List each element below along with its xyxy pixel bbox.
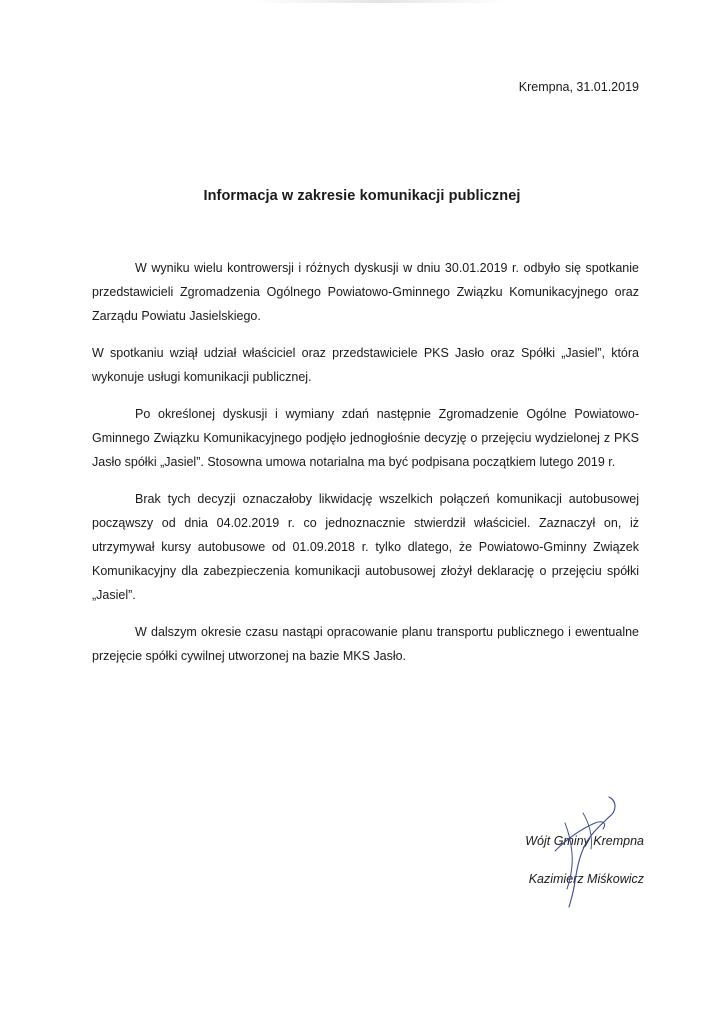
paragraph-meeting: W wyniku wielu kontrowersji i różnych dyskusji w dniu 30.01.2019 r. odbyło się spotkanie przedstawicieli Zgromadzenia Ogólnego Powiatowo-Gminnego Związku Komunikacyjnego oraz Zarządu Powiatu Jasielskiego. <box>92 261 639 323</box>
scan-edge-shadow <box>255 0 505 3</box>
paragraph-decision: Po określonej dyskusji i wymiany zdań następnie Zgromadzenie Ogólne Powiatowo-Gminnego Związku Komunikacyjnego podjęło jednogłośnie decyzję o przejęciu wydzielonej z PKS Jasło spółki „Jasiel”. Stosowna umowa notarialna ma być podpisana początkiem lutego 2019 r. <box>92 407 639 469</box>
paragraph-participants: W spotkaniu wziął udział właściciel oraz przedstawiciele PKS Jasło oraz Spółki „Jasiel”, która wykonuje usługi komunikacji publicznej. <box>92 346 639 384</box>
handwritten-signature <box>525 793 635 913</box>
paragraph-consequences: Brak tych decyzji oznaczałoby likwidację wszelkich połączeń komunikacji autobusowej począwszy od dnia 04.02.2019 r. co jednoznacznie stwierdził właściciel. Zaznaczył on, iż utrzymywał kursy autobusowe od 01.09.2018 r. tylko dlatego, że Powiatowo-Gminny Związek Komunikacyjny dla zabezpieczenia komunikacji autobusowej złożył deklarację o przejęciu spółki „Jasiel”. <box>92 492 639 602</box>
document-title: Informacja w zakresie komunikacji publicznej <box>203 188 521 204</box>
place-date: Krempna, 31.01.2019 <box>518 80 639 94</box>
paragraph-next-steps: W dalszym okresie czasu nastąpi opracowanie planu transportu publicznego i ewentualne przejęcie spółki cywilnej utworzonej na bazie MKS Jasło. <box>92 625 639 663</box>
signatory-position: Wójt Gminy Krempna <box>525 834 644 848</box>
document-body <box>92 256 639 681</box>
signatory-name: Kazimierz Miśkowicz <box>528 872 644 886</box>
